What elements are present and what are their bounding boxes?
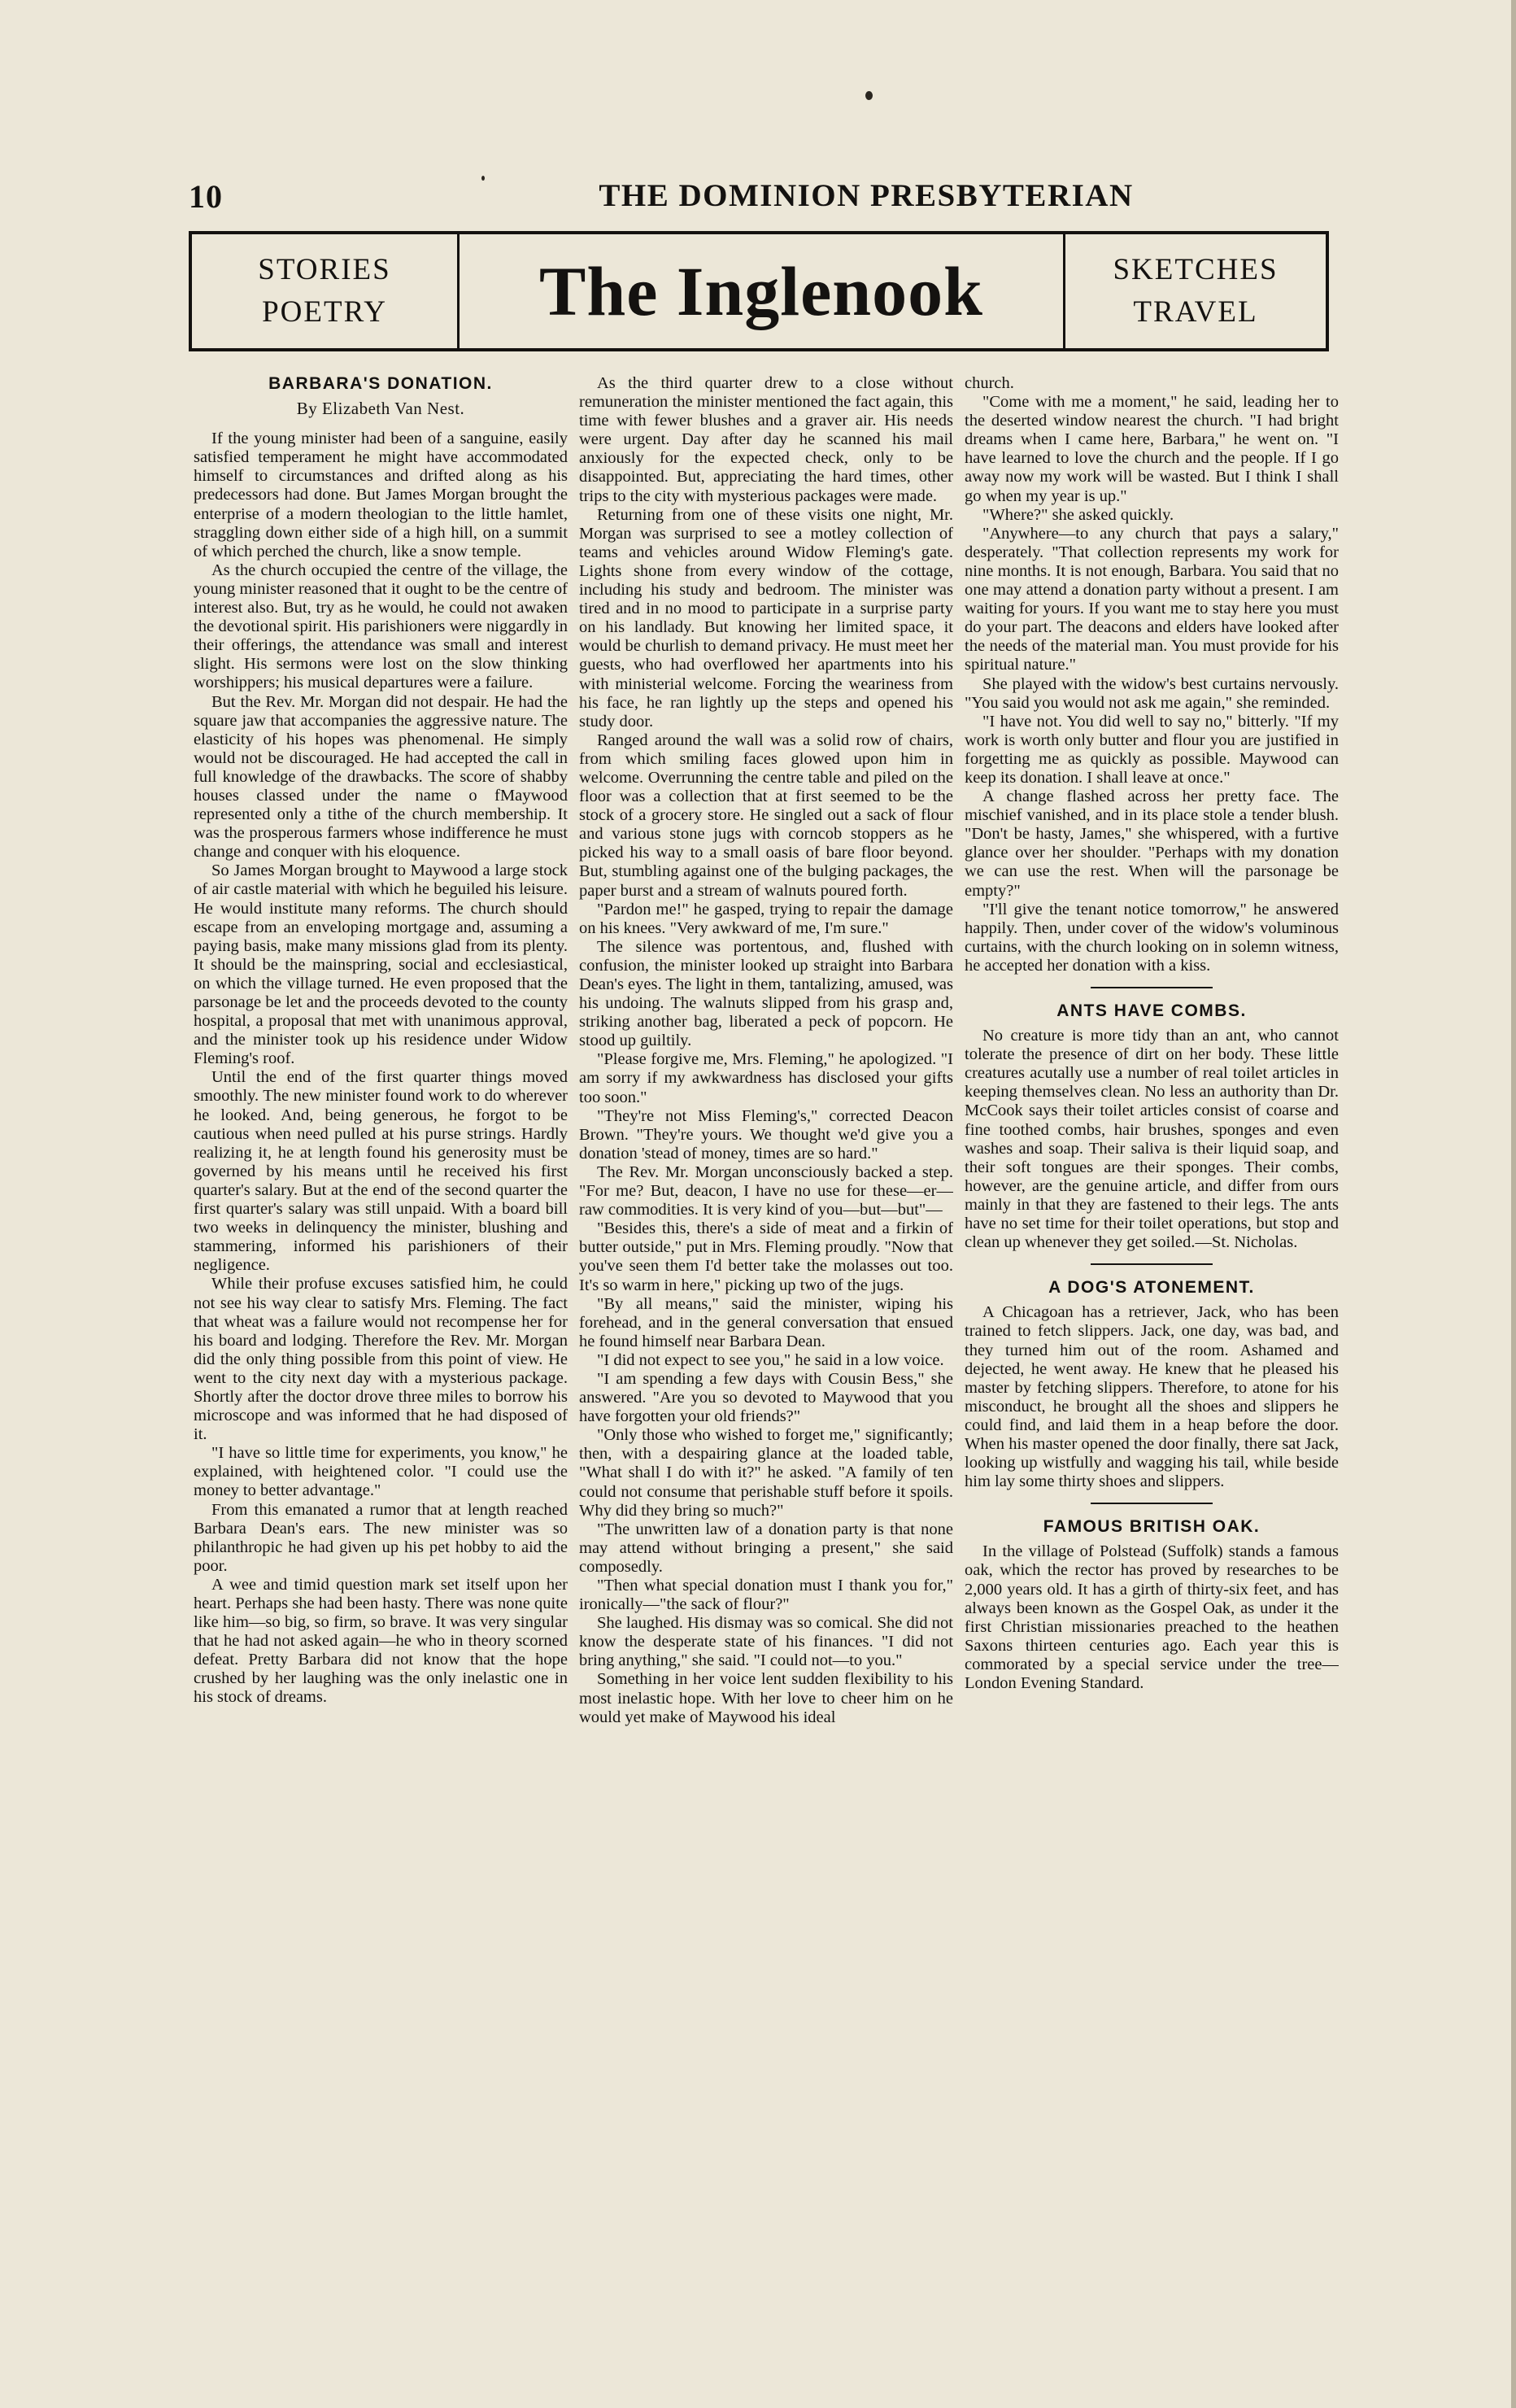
story-paragraph: "I did not expect to see you," he said in a low voice. [597,1350,944,1369]
ants-title: ANTS HAVE COMBS. [1056,1001,1247,1020]
story-paragraph: She played with the widow's best curtains nervously. "You said you would not ask me again," she reminded. [965,674,1339,712]
dog-body: A Chicagoan has a retriever, Jack, who has been trained to fetch slippers. Jack, one day, was bad, and they turned him out of the room. Ashamed and dejected, he went away. He knew that he pleased his master by fetching slippers. Therefore, to atone for his misconduct, he brought all the shoes and slippers he could find, and laid them in a heap before the door. When his master opened the door finally, there sat Jack, looking up wistfully and wagging his tail, while beside him lay some thirty shoes and slippers. [965,1303,1339,1491]
story-paragraph: Returning from one of these visits one night, Mr. Morgan was surprised to see a motley collection of teams and vehicles around Widow Fleming's gate. Lights shone from every window of the cottage, including his study and bedroom. The minister was tired and in no mood to participate in a surprise party on his landlady. But knowing her limited space, it would be churlish to demand privacy. He must meet her guests, who had overflowed her apartments into his with ministerial welcome. Forcing the weariness from his face, he ran lightly up the steps and opened his study door. [579,505,953,731]
story-paragraph: Something in her voice lent sudden flexibility to his most inelastic hope. With her love to cheer him on he would yet make of Maywood his ideal [579,1670,953,1726]
publication-title: THE DOMINION PRESBYTERIAN [599,178,1134,213]
article-columns [194,374,1339,2343]
banner-sketches-label: SKETCHES [1113,253,1279,286]
banner-travel-label: TRAVEL [1133,295,1258,329]
story-byline: By Elizabeth Van Nest. [296,399,465,419]
page-number: 10 [189,178,223,215]
story-paragraph: As the third quarter drew to a close without remuneration the minister mentioned the fact again, this time with fewer blushes and a graver air. His needs were urgent. Day after day he scanned his mail anxiously for the expected check, only to be disappointed. But, appreciating the hard times, other trips to the city with mysterious packages were made. [579,374,953,505]
story-paragraph: Until the end of the first quarter things moved smoothly. The new minister found work to do wherever he looked. And, being generous, he forgot to be cautious when need pulled at his purse strings. Hardly realizing it, he at length found his generosity must be governed by his means until he received his first quarter's salary. But at the end of the second quarter the first quarter's salary was still unpaid. With a board bill two weeks in delinquency the minister, blushing and stammering, informed his parishioners of their negligence. [194,1068,568,1275]
story-paragraph: "Please forgive me, Mrs. Fleming," he apologized. "I am sorry if my awkwardness has disclosed your gifts too soon." [579,1050,953,1106]
story-paragraph: While their profuse excuses satisfied him, he could not see his way clear to satisfy Mrs. Fleming. The fact that wheat was a failure would not recompense her for his board and lodging. Therefore the Rev. Mr. Morgan did the only thing possible from this point of view. He went to the city next day with a mysterious package. Shortly after the doctor drove three miles to borrow his microscope and was informed that he had disposed of it. [194,1275,568,1444]
story-paragraph: A change flashed across her pretty face. The mischief vanished, and in its place stole a tender blush. "Don't be hasty, James," she whispered, with a furtive glance over her shoulder. "Perhaps with my donation we can use the rest. When will the parsonage be empty?" [965,787,1339,900]
section-divider [1091,1503,1213,1504]
dog-title: A DOG'S ATONEMENT. [1048,1278,1255,1298]
story-paragraph: "Only those who wished to forget me," significantly; then, with a despairing glance at the loaded table, "What shall I do with it?" he asked. "A family of ten could not consume that perishable stuff before it spoils. Why did they bring so much?" [579,1426,953,1520]
ants-body: No creature is more tidy than an ant, who cannot tolerate the presence of dirt on her body. These little creatures acutally use a number of real toilet articles in keeping themselves clean. No less an authority than Dr. McCook says their toilet articles consist of coarse and fine toothed combs, hair brushes, sponges and even washes and soap. Their saliva is their liquid soap, and their soft tongues are their sponges. Their combs, however, are the genuine article, and differ from ours mainly in that they are fastened to their legs. The ants have no set time for their toilet operations, but stop and clean up whenever they get soiled.—St. Nicholas. [965,1027,1339,1252]
story-paragraph: "I'll give the tenant notice tomorrow," he answered happily. Then, under cover of the widow's voluminous curtains, with the church looking on in solemn witness, he accepted her donation with a kiss. [965,900,1339,975]
story-paragraph: As the church occupied the centre of the village, the young minister reasoned that it ought to be the centre of interest also. But, try as he would, he could not awaken the devotional spirit. His parishioners were niggardly in their offerings, the attendance was small and interest slight. His sermons were lost on the slow thinking worshippers; his musical departures were a failure. [194,561,568,692]
story-paragraph: "I have so little time for experiments, you know," he explained, with heightened color. "I could use the money to better advantage." [194,1444,568,1500]
story-paragraph: "Then what special donation must I thank you for," ironically—"the sack of flour?" [579,1577,953,1614]
story-paragraph: "They're not Miss Fleming's," corrected Deacon Brown. "They're yours. We thought we'd give you a donation 'stead of money, times are so hard." [579,1106,953,1163]
story-paragraph: "Where?" she asked quickly. [982,505,1174,524]
banner-left-box [192,234,460,348]
column-3 [965,374,1339,2343]
column-2 [579,374,953,2343]
story-paragraph: "Come with me a moment," he said, leading her to the deserted window nearest the church. "I had bright dreams when I came here, Barbara," he went on. "I have learned to love the church and the people. If I go away now my work will be wasted. But I think I shall go when my year is up." [965,393,1339,505]
banner-stories-label: STORIES [258,253,391,286]
story-paragraph: "The unwritten law of a donation party is that none may attend without bringing a present," she said composedly. [579,1520,953,1576]
print-speck [865,91,873,100]
story-paragraph: "Anywhere—to any church that pays a salary," desperately. "That collection represents my work for nine months. It is not enough, Barbara. You said that no one may attend a donation party without a present. I am waiting for yours. If you want me to stay here you must do your part. The deacons and elders have looked after the needs of the material man. You must provide for his spiritual nature." [965,524,1339,674]
section-divider [1091,1263,1213,1265]
story-paragraph: The Rev. Mr. Morgan unconsciously backed a step. "For me? But, deacon, I have no use for these—er—raw commodities. It is very kind of you—but—but"— [579,1163,953,1219]
story-paragraph: "I am spending a few days with Cousin Bess," she answered. "Are you so devoted to Maywood that you have forgotten your old friends?" [579,1369,953,1426]
page-header [179,172,1366,221]
section-divider [1091,987,1213,988]
story-paragraph: From this emanated a rumor that at length reached Barbara Dean's ears. The new minister was so philanthropic he had given up his pet hobby to aid the poor. [194,1500,568,1575]
story-paragraph: So James Morgan brought to Maywood a large stock of air castle material with which he beguiled his leisure. He would institute many reforms. The church should escape from an enveloping mortgage and, assuming a paying basis, make many missions glad from its plenty. It should be the mainspring, social and ecclesiastical, on which the village turned. He even proposed that the parsonage be let and the proceeds devoted to the county hospital, a proposal that met with unanimous approval, and the minister took up his residence under Widow Fleming's roof. [194,862,568,1068]
story-paragraph: If the young minister had been of a sanguine, easily satisfied temperament he might have accommodated himself to circumstances and drifted along as his predecessors had done. But James Morgan brought the enterprise of a modern theologian to the little hamlet, straggling down either side of a high hill, on a summit of which perched the church, like a snow temple. [194,430,568,561]
oak-title: FAMOUS BRITISH OAK. [1043,1517,1261,1537]
story-paragraph: "I have not. You did well to say no," bitterly. "If my work is worth only butter and flour you are justified in forgetting me as quickly as possible. Maywood can keep its donation. I shall leave at once." [965,712,1339,787]
section-title: The Inglenook [539,252,983,330]
banner-poetry-label: POETRY [262,295,387,329]
story-title: BARBARA'S DONATION. [268,374,493,393]
banner-right-box [1063,234,1326,348]
story-paragraph: "Besides this, there's a side of meat and a firkin of butter outside," put in Mrs. Fleming proudly. "Now that you've seen them I'd better take the molasses out too. It's so warm in here," picking up two of the jugs. [579,1219,953,1294]
column-1 [194,374,568,2343]
story-paragraph: But the Rev. Mr. Morgan did not despair. He had the square jaw that accompanies the aggressive nature. The elasticity of his hopes was phenomenal. He simply would not be discouraged. He had accepted the call in full knowledge of the drawbacks. The score of shabby houses classed under the name o fMaywood represented only a tithe of the church membership. It was the prosperous farmers whose indifference he must change and conquer with his eloquence. [194,692,568,862]
story-paragraph: A wee and timid question mark set itself upon her heart. Perhaps she had been hasty. There was none quite like him—so big, so firm, so brave. It was very singular that he had not asked again—he who in theory scorned defeat. Pretty Barbara did not know that the hope crushed by her laughing was the only inelastic one in his stock of dreams. [194,1575,568,1707]
story-paragraph: The silence was portentous, and, flushed with confusion, the minister looked up straight into Barbara Dean's eyes. The light in them, tantalizing, amused, was his undoing. The walnuts slipped from his grasp and, striking another bag, liberated a peck of popcorn. He stood up guiltily. [579,937,953,1050]
oak-body: In the village of Polstead (Suffolk) stands a famous oak, which the rector has proved by researches to be 2,000 years old. It has a girth of thirty-six feet, and has always been known as the Gospel Oak, as under it the first Christian missionaries preached to the heathen Saxons thirteen centuries ago. Each year this is commorated by a special service under the tree—London Evening Standard. [965,1542,1339,1692]
story-paragraph: "Pardon me!" he gasped, trying to repair the damage on his knees. "Very awkward of me, I'm sure." [579,900,953,937]
story-paragraph: She laughed. His dismay was so comical. She did not know the desperate state of his finances. "I did not bring anything," she said. "I could not—to you." [579,1614,953,1670]
section-banner [189,231,1329,351]
story-paragraph: Ranged around the wall was a solid row of chairs, from which smiling faces glowed upon him in welcome. Overrunning the centre table and piled on the floor was a collection that at first seemed to be the stock of a grocery store. He singled out a sack of flour and various stone jugs with corncob stoppers as he picked his way to a small oasis of bare floor beyond. But, stumbling against one of the bulging packages, the paper burst and a stream of walnuts poured forth. [579,731,953,900]
story-paragraph: church. [965,374,1014,392]
story-paragraph: "By all means," said the minister, wiping his forehead, and in the general conversation that ensued he found himself near Barbara Dean. [579,1294,953,1350]
